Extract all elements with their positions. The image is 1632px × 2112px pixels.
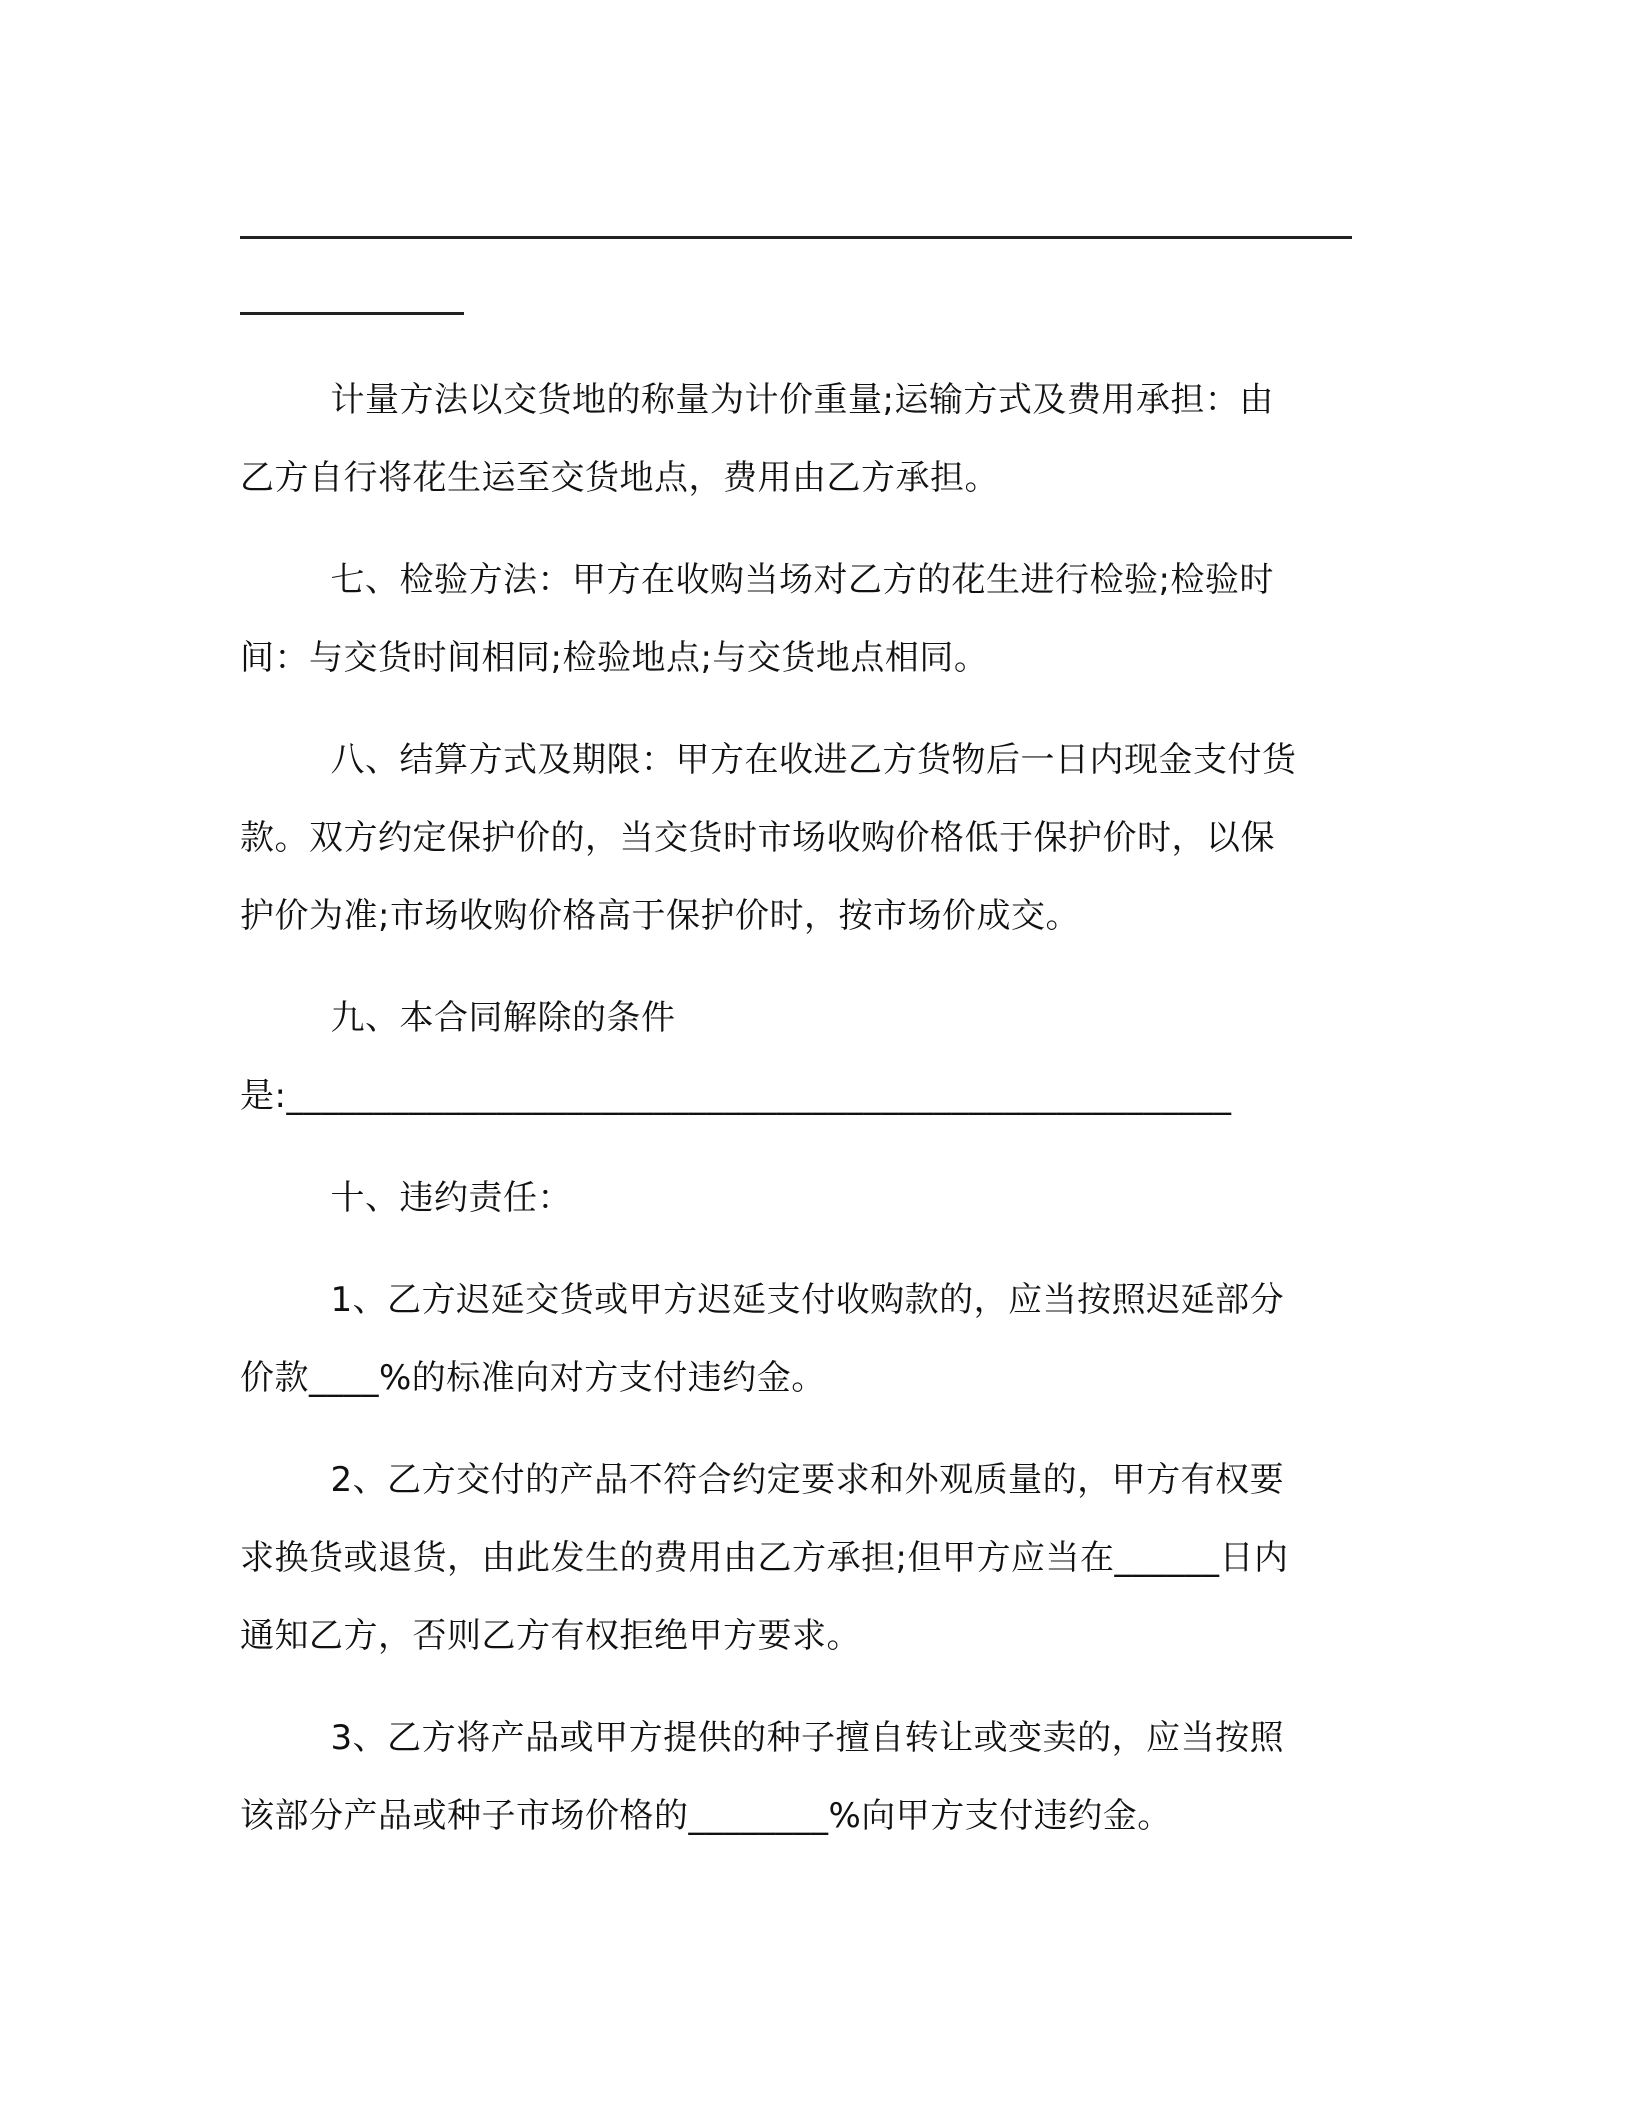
text-line: 是:______________________________________________________: [240, 1076, 1232, 1116]
text-line: 款。双方约定保护价的，当交货时市场收购价格低于保护价时，以保: [240, 818, 1275, 858]
section-heading: 十、违约责任：: [240, 1178, 572, 1218]
blank-fill-line-2: [240, 312, 464, 315]
text-line: 乙方自行将花生运至交货地点，费用由乙方承担。: [240, 458, 999, 498]
text-line: 价款____%的标准向对方支付违约金。: [240, 1358, 826, 1398]
text-line: 该部分产品或种子市场价格的________%向甲方支付违约金。: [240, 1796, 1172, 1836]
text-line: 八、结算方式及期限：甲方在收进乙方货物后一日内现金支付货: [240, 740, 1297, 780]
text-line: 九、本合同解除的条件: [240, 998, 676, 1038]
text-line: 七、检验方法：甲方在收购当场对乙方的花生进行检验;检验时: [240, 560, 1274, 600]
text-line: 间：与交货时间相同;检验地点;与交货地点相同。: [240, 638, 989, 678]
text-line: 护价为准;市场收购价格高于保护价时，按市场价成交。: [240, 896, 1080, 936]
text-line: 1、乙方迟延交货或甲方迟延支付收购款的，应当按照迟延部分: [240, 1280, 1285, 1320]
text-line: 通知乙方，否则乙方有权拒绝甲方要求。: [240, 1616, 861, 1656]
text-line: 3、乙方将产品或甲方提供的种子擅自转让或变卖的，应当按照: [240, 1718, 1285, 1758]
text-line: 求换货或退货，由此发生的费用由乙方承担;但甲方应当在______日内: [240, 1538, 1289, 1578]
text-line: 2、乙方交付的产品不符合约定要求和外观质量的，甲方有权要: [240, 1460, 1285, 1500]
blank-fill-line-1: [240, 236, 1352, 239]
text-line: 计量方法以交货地的称量为计价重量;运输方式及费用承担：由: [240, 380, 1274, 420]
